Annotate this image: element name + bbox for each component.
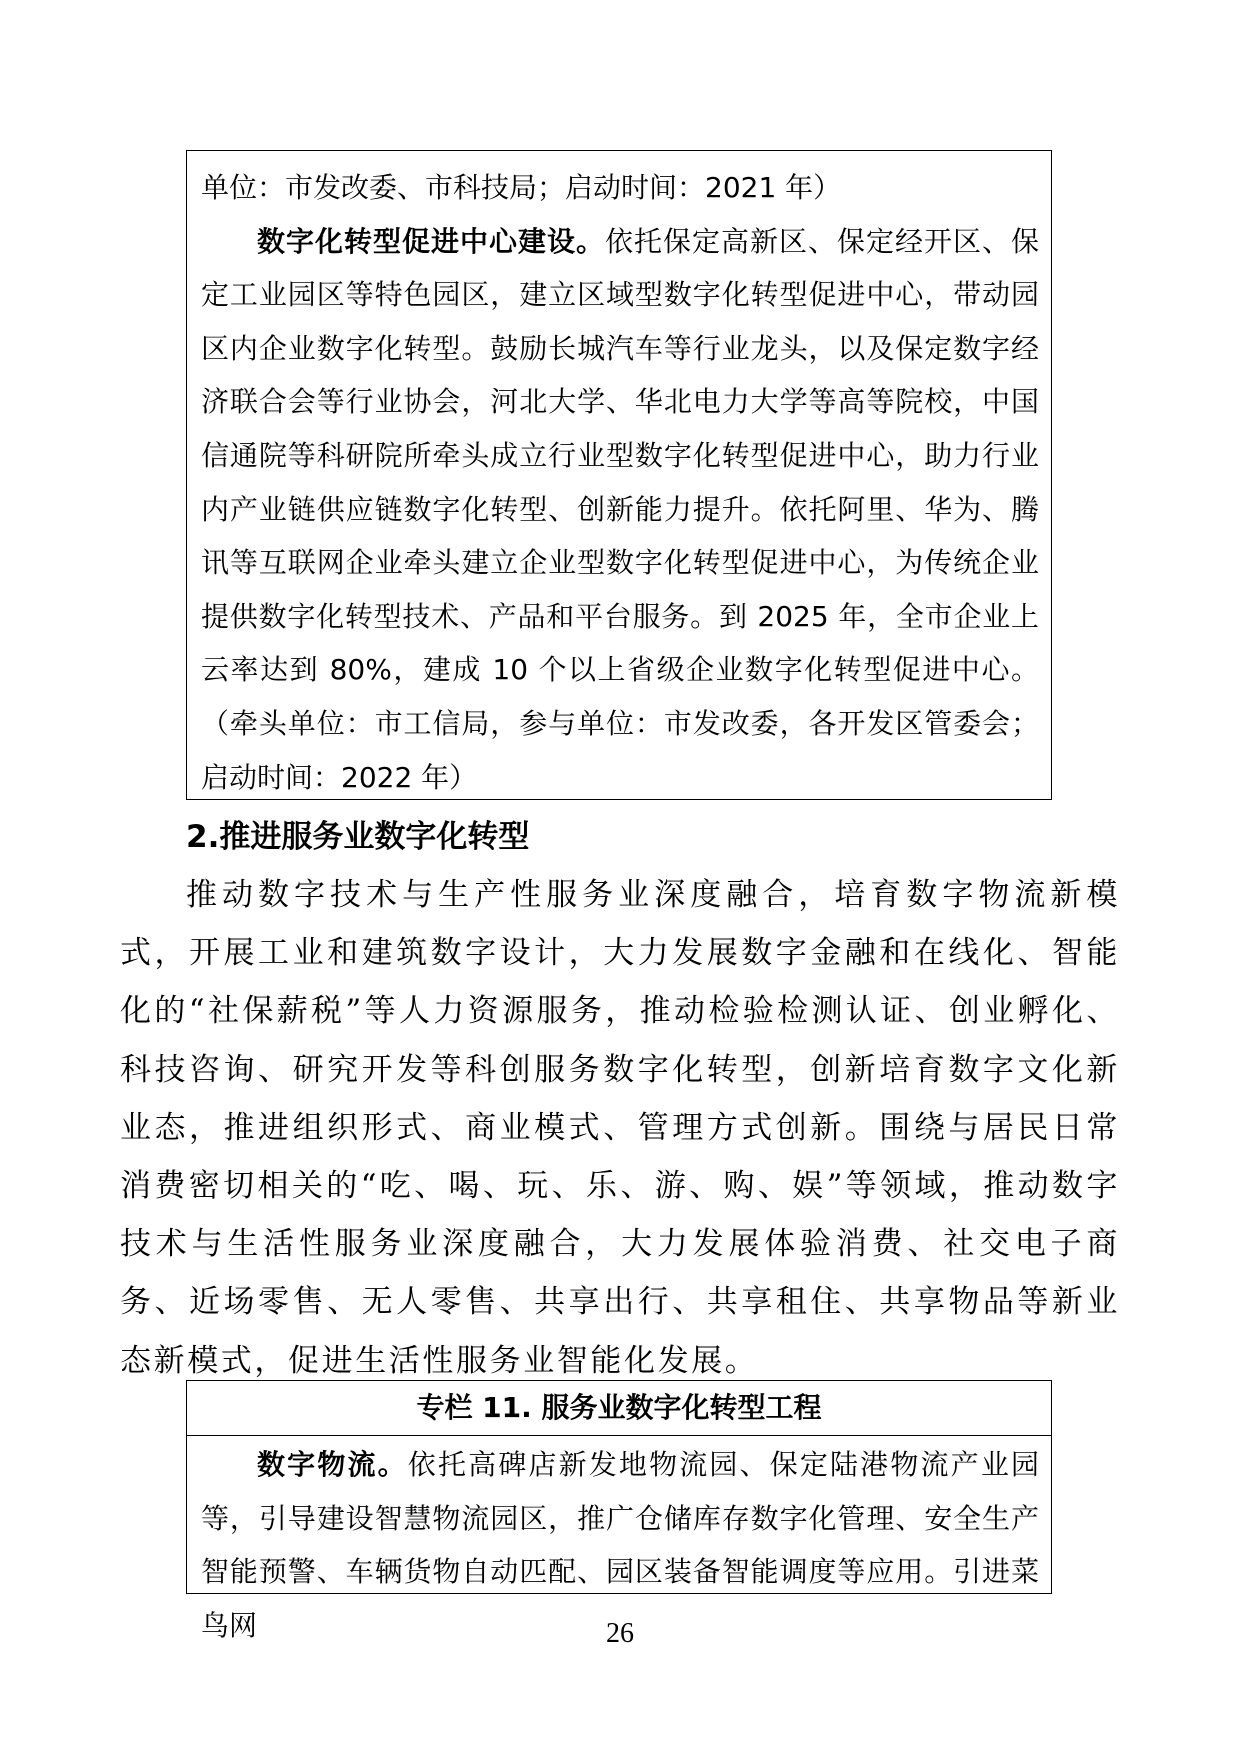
section-body-text: 推动数字技术与生产性服务业深度融合，培育数字物流新模式，开展工业和建筑数字设计，大力发展数字金融和在线化、智能化的“社保薪税”等人力资源服务，推动检验检测认证、创业孵化、科技咨询、研究开发等科创服务数字化转型，创新培育数字文化新业态，推进组织形式、商业模式、管理方式创新。围绕与居民日常消费密切相关的“吃、喝、玩、乐、游、购、娱”等领域，推动数字技术与生活性服务业深度融合，大力发展体验消费、社交电子商务、近场零售、无人零售、共享出行、共享租住、共享物品等新业态新模式，促进生活性服务业智能化发展。 [120, 877, 1120, 1379]
box-item-body: 依托高碑店新发地物流园、保定陆港物流产业园等，引导建设智慧物流园区，推广仓储库存数字化管理、安全生产智能预警、车辆货物自动匹配、园区装备智能调度等应用。引进菜鸟网 [201, 1448, 1039, 1642]
section-heading: 2.推进服务业数字化转型 [186, 819, 530, 855]
box-continuation-text: 单位：市发改委、市科技局；启动时间：2021 年） [201, 171, 842, 204]
box-item-body: 依托保定高新区、保定经开区、保定工业园区等特色园区，建立区域型数字化转型促进中心，带动园区内企业数字化转型。鼓励长城汽车等行业龙头，以及保定数字经济联合会等行业协会，河北大学、华北电力大学等高等院校，中国信通院等科研院所牵头成立行业型数字化转型促进中心，助力行业内产业链供应链数字化转型、创新能力提升。依托阿里、华为、腾讯等互联网企业牵头建立企业型数字化转型促进中心，为传统企业提供数字化转型技术、产品和平台服务。到 2025 年，全市企业上云率达到 80%，建成 10 个以上省级企业数字化转型促进中心。（牵头单位：市工信局，参与单位：市发改委，各开发区管委会；启动时间：2022 年） [201, 224, 1039, 794]
box-item-title: 数字物流。 [257, 1448, 408, 1481]
box-title: 专栏 11. 服务业数字化转型工程 [187, 1381, 1051, 1436]
project-box-continued [186, 150, 1052, 800]
page-number: 26 [606, 1618, 634, 1649]
box-item-title: 数字化转型促进中心建设。 [257, 224, 605, 258]
box-item-paragraph [201, 215, 1039, 805]
